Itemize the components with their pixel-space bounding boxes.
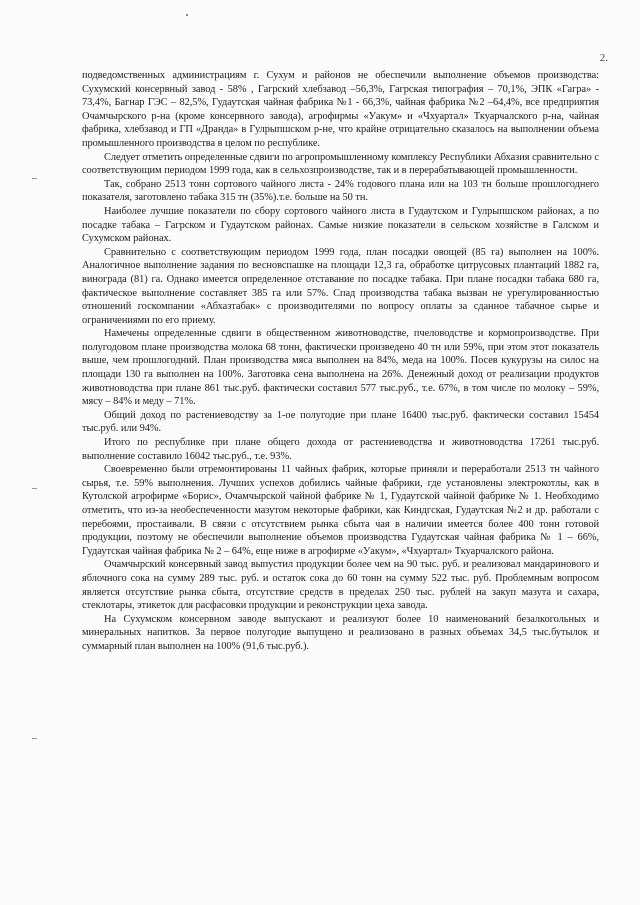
paragraph: Общий доход по растениеводству за 1-ое полугодие при плане 16400 тыс.руб. фактически составил 15454 тыс.руб. или 94%. [82,409,599,435]
paragraph: Так, собрано 2513 тонн сортового чайного листа - 24% годового плана или на 103 тн больше прошлогоднего показателя, заготовлено табака 315 тн (35%).т.е. больше на 50 тн. [82,178,599,204]
paragraph: Своевременно были отремонтированы 11 чайных фабрик, которые приняли и переработали 2513 тн чайного сырья, т.е. 59% выполнения. Лучших успехов добились чайные фабрики, где установлены электрокотлы, как в Кутолской агрофирме «Борис», Очамчырской чайной фабрике № 1, Гудаутской чайной фабрике № 1. Необходимо отметить, что из-за необеспеченности мазутом некоторые фабрики, как Киндгская, Гудаутская №2 и др. работали с перебоями, простаивали. В связи с отсутствием рынка сбыта чая в наличии имеется более 400 тонн готовой продукции, поэтому не обеспечили выполнение объемов производства Гудаутская чайная фабрика № 1 – 66%, Гудаутская чайная фабрика № 2 – 64%, еще ниже в агрофирме «Уакум», «Чхуартал» Ткуарчалского района. [82,464,599,557]
scan-speck [186,14,188,16]
paragraph: Итого по республике при плане общего дохода от растениеводства и животноводства 17261 тыс.руб. выполнение составило 16042 тыс.руб., т.е. 93%. [82,437,599,462]
page-number: 2. [599,52,608,64]
paragraph: Очамчырский консервный завод выпустил продукции более чем на 90 тыс. руб. и реализовал мандаринового и яблочного сока на сумму 289 тыс. руб. и остаток сока до 60 тонн на сумму 522 тыс. руб. Проблемным вопросом является отсутствие рынка сбыта, отсутствие средств в пределах 250 тыс. рублей на закуп мазута и сахара, стеклотары, этикеток для расфасовки продукции и реконструкции цеха завода. [82,559,599,612]
paragraph: Намечены определенные сдвиги в общественном животноводстве, пчеловодстве и кормопроизводстве. При полугодовом плане производства молока 68 тонн, фактически произведено 40 тн или 59%, при этом этот показатель выше, чем прошлогодний. План производства мяса выполнен на 84%, меда на 100%. Посев кукурузы на силос на площади 130 га выполнен на 100%. Заготовка сена выполнена на 26%. Денежный доход от реализации продуктов животноводства при плане 861 тыс.руб. фактически составил 577 тыс.руб., т.е. 67%, в том числе по молоку – 59%, мясу – 84% и меду – 71%. [82,328,599,408]
paragraph: Наиболее лучшие показатели по сбору сортового чайного листа в Гудаутском и Гулрыпшском районах, а по посадке табака – Гагрском и Гудаутском районах. Самые низкие показатели в сельском хозяйстве в Галском и Сухумском районах. [82,205,599,245]
paragraph: Следует отметить определенные сдвиги по агропромышленному комплексу Республики Абхазия сравнительно с соответствующим периодом 1999 года, как в сельхозпроизводстве, так и в перерабатывающей промышленности. [82,151,599,177]
document-body [82,69,599,654]
scan-margin-mark [32,488,37,489]
paragraph: подведомственных администрациям г. Сухум и районов не обеспечили выполнение объемов производства: Сухумский консервный завод - 58% , Гагрский хлебзавод –56,3%, Гагрская типография – 70,1%, ЭПК «Гагра» - 73,4%, Багнар ГЭС – 82,5%, Гудаутская чайная фабрика №1 - 66,3%, чайная фабрика №2 –64,4%, все предприятия Очамчырского р-на (кроме консервного завода), агрофирмы «Уакум» и «Чхуартал» Ткуарчалского р-на, чайная фабрика, хлебзавод и ГП «Дранда» в Гулрыпшском р-не, что крайне отрицательно сказалось на выполнении объема промышленного производства в целом по республике. [82,70,599,149]
paragraph: Сравнительно с соответствующим периодом 1999 года, план посадки овощей (85 га) выполнен на 100%. Аналогичное выполнение задания по весновспашке на площади 12,3 га, обработке цитрусовых плантаций 1882 га, винограда (81) га. Однако имеется определенное отставание по посадке табака. При плане посадки табака 680 га, фактическое выполнение составляет 385 га или 57%. Спад производства табака вызван не урегулированностью отношений госкомпании «Абхазтабак» с производителями по вопросу оплаты за сданное табачное сырье и ограничениями по его приему. [82,246,599,326]
paragraph: На Сухумском консервном заводе выпускают и реализуют более 10 наименований безалкогольных и минеральных напитков. За первое полугодие выпущено и реализовано в разных объемах 34,5 тыс.бутылок и суммарный план выполнен на 100% (91,6 тыс.руб.). [82,613,599,652]
scan-margin-mark [32,178,37,179]
scan-margin-mark [32,738,37,739]
